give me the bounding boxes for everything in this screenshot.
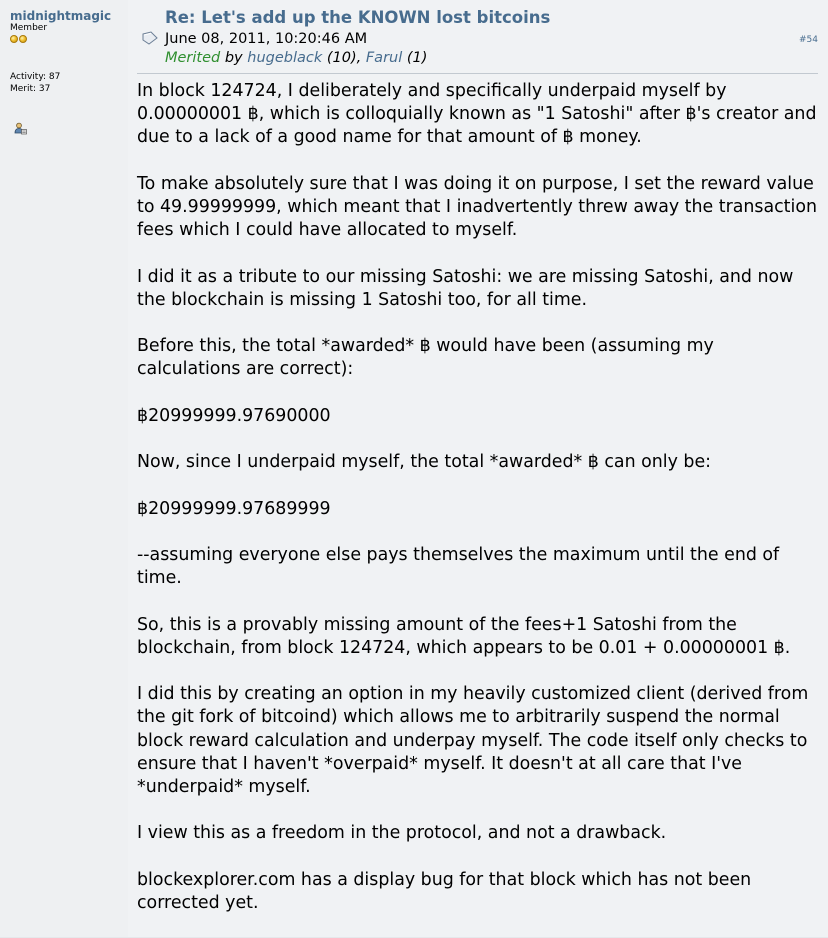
post-paragraph: I did it as a tribute to our missing Satoshi: we are missing Satoshi, and now the blockchain is missing 1 Satoshi too, for all time. <box>137 266 794 310</box>
poster-merit: Merit: 37 <box>10 84 51 94</box>
merit-user-link[interactable]: Farul <box>365 50 403 66</box>
post-paragraph: --assuming everyone else pays themselves the maximum until the end of time. <box>137 544 780 589</box>
merited-label: Merited <box>165 50 221 66</box>
rank-star-icon <box>19 35 27 43</box>
merited-by-text: by <box>224 50 243 66</box>
post-paragraph: In block 124724, I deliberately and specifically underpaid myself by 0.00000001 ฿, which is colloquially known as "1 Satoshi" after ฿'s creator and due to a lack of a good name for that amount of ฿ money. <box>137 81 817 148</box>
merit-count: (10) <box>326 50 357 66</box>
post-paragraph: Before this, the total *awarded* ฿ would have been (assuming my calculations are correct): <box>137 336 714 380</box>
post-paragraph: So, this is a provably missing amount of the fees+1 Satoshi from the blockchain, from block 124724, which appears to be 0.01 + 0.00000001 ฿. <box>137 614 791 658</box>
merit-user-link[interactable]: hugeblack <box>247 50 323 66</box>
post-number-link[interactable]: #54 <box>799 35 818 45</box>
post-paragraph: I did this by creating an option in my heavily customized client (derived from the git fork of bitcoind) which allows me to arbitrarily suspend the normal block reward calculation and underpay myself. The code itself only checks to ensure that I haven't *overpaid* myself. It doesn't at all care that I've *underpaid* myself. <box>137 684 809 797</box>
poster-username-link[interactable]: midnightmagic <box>10 9 112 23</box>
post-paragraph: ฿20999999.97690000 <box>137 405 331 426</box>
poster-rank: Member <box>10 23 48 33</box>
merit-separator: , <box>356 50 366 66</box>
post-paragraph: blockexplorer.com has a display bug for that block which has not been corrected yet. <box>137 869 752 913</box>
post-paragraph: Now, since I underpaid myself, the total *awarded* ฿ can only be: <box>137 452 712 473</box>
post-paragraph: ฿20999999.97689999 <box>137 498 331 519</box>
post-subject-link[interactable]: Re: Let's add up the KNOWN lost bitcoins <box>165 8 551 27</box>
post-message-icon[interactable] <box>142 30 158 49</box>
header-divider <box>137 73 818 74</box>
merited-line <box>165 50 427 66</box>
post-body <box>137 80 821 938</box>
poster-activity: Activity: 87 <box>10 72 61 82</box>
merit-count: (1) <box>406 50 428 66</box>
post-paragraph: To make absolutely sure that I was doing it on purpose, I set the reward value to 49.99999999, which meant that I inadvertently threw away the transaction fees which I could have allocated to myself. <box>137 173 817 241</box>
poster-info-panel <box>0 0 128 937</box>
view-profile-icon[interactable] <box>14 120 27 139</box>
rank-stars <box>10 35 27 43</box>
rank-star-icon <box>10 35 18 43</box>
post-date: June 08, 2011, 10:20:46 AM <box>165 31 368 47</box>
post-paragraph: I view this as a freedom in the protocol, and not a drawback. <box>137 823 667 844</box>
